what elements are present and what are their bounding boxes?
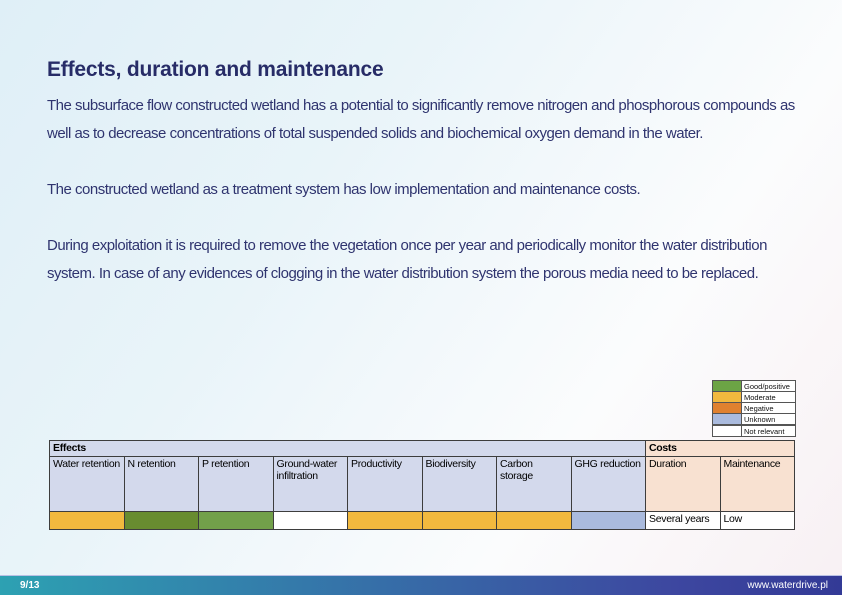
legend-row	[713, 425, 796, 437]
legend-row	[713, 414, 796, 426]
page-title: Effects, duration and maintenance	[47, 58, 384, 82]
maintenance-value-cell: Low	[720, 512, 795, 530]
legend-label-moderate: Moderate	[742, 392, 796, 403]
legend-row	[713, 381, 796, 392]
column-header-duration: Duration	[646, 457, 721, 512]
website-link: www.waterdrive.pl	[747, 580, 828, 591]
rating-cell-water-retention	[50, 512, 125, 530]
column-header-p-retention: P retention	[199, 457, 274, 512]
group-header-effects: Effects	[50, 441, 646, 457]
effects-costs-table	[49, 440, 795, 530]
legend-row	[713, 392, 796, 403]
paragraph-maintenance: During exploitation it is required to remove the vegetation once per year and periodically monitor the water distribution system. In case of any evidences of clogging in the water distribution system the porous media need to be replaced.	[47, 237, 767, 282]
legend-swatch-moderate	[713, 392, 742, 403]
legend-row	[713, 403, 796, 414]
rating-cell-carbon-storage	[497, 512, 572, 530]
duration-value-cell: Several years	[646, 512, 721, 530]
group-header-costs: Costs	[646, 441, 795, 457]
rating-cell-n-retention	[124, 512, 199, 530]
rating-legend	[712, 380, 796, 437]
rating-cell-productivity	[348, 512, 423, 530]
rating-cell-p-retention	[199, 512, 274, 530]
legend-swatch-not-relevant	[713, 425, 742, 437]
column-header-water-retention: Water retention	[50, 457, 125, 512]
column-header-maintenance: Maintenance	[720, 457, 795, 512]
table-data-row	[50, 512, 795, 530]
legend-label-not-relevant: Not relevant	[742, 425, 796, 437]
table-column-header-row	[50, 457, 795, 512]
column-header-carbon-storage: Carbon storage	[497, 457, 572, 512]
table-group-header-row	[50, 441, 795, 457]
rating-cell-ghg-reduction	[571, 512, 646, 530]
legend-label-negative: Negative	[742, 403, 796, 414]
legend-swatch-negative	[713, 403, 742, 414]
column-header-productivity: Productivity	[348, 457, 423, 512]
legend-swatch-unknown	[713, 414, 742, 426]
column-header-ground-water-infiltration: Ground-water infiltration	[273, 457, 348, 512]
column-header-biodiversity: Biodiversity	[422, 457, 497, 512]
body-text-block	[47, 92, 805, 288]
footer-bar	[0, 575, 842, 595]
column-header-n-retention: N retention	[124, 457, 199, 512]
paragraph-costs: The constructed wetland as a treatment system has low implementation and maintenance costs.	[47, 181, 641, 198]
column-header-ghg-reduction: GHG reduction	[571, 457, 646, 512]
paragraph-effects: The subsurface flow constructed wetland has a potential to significantly remove nitrogen and phosphorous compounds as well as to decrease concentrations of total suspended solids and biochemical oxygen demand in the water.	[47, 97, 795, 142]
legend-swatch-good-positive	[713, 381, 742, 392]
rating-cell-ground-water-infiltration	[273, 512, 348, 530]
legend-label-unknown: Unknown	[742, 414, 796, 426]
rating-cell-biodiversity	[422, 512, 497, 530]
legend-label-good-positive: Good/positive	[742, 381, 796, 392]
page-number: 9/13	[20, 580, 40, 591]
